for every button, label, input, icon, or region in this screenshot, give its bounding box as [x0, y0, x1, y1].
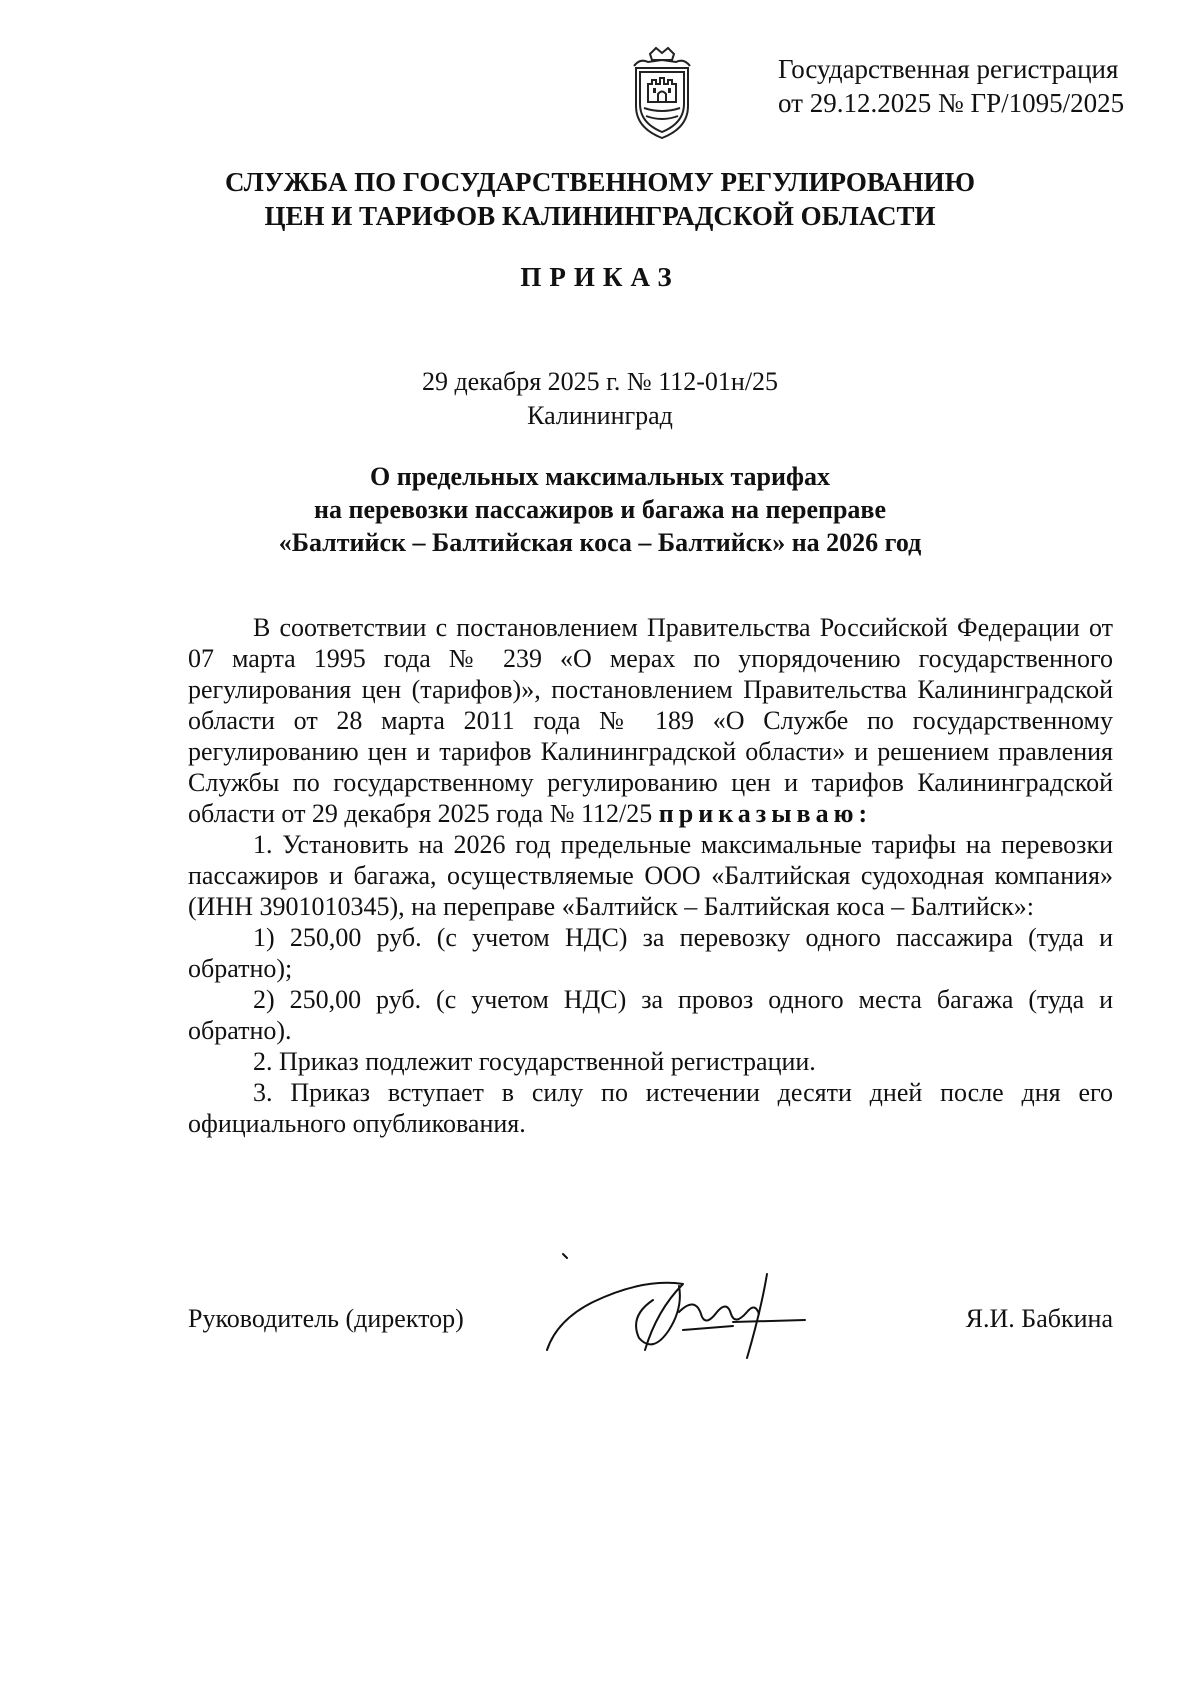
place-of-issue: Калининград — [527, 401, 673, 430]
item-2: 2. Приказ подлежит государственной регистрации. — [253, 1047, 816, 1076]
agency-name-line-2: ЦЕН И ТАРИФОВ КАЛИНИНГРАДСКОЙ ОБЛАСТИ — [264, 201, 936, 231]
item-1-subitem-2: 2) 250,00 руб. (с учетом НДС) за провоз одного места багажа (туда и обратно). — [188, 985, 1113, 1045]
document-title-line-1: О предельных максимальных тарифах — [370, 462, 830, 491]
registration-line-2: от 29.12.2025 № ГР/1095/2025 — [778, 88, 1125, 118]
document-body — [188, 612, 1113, 1139]
agency-name — [0, 165, 1200, 233]
registration-line-1: Государственная регистрация — [778, 54, 1119, 84]
signer-name: Я.И. Бабкина — [965, 1304, 1113, 1333]
document-date-number — [0, 365, 1200, 433]
item-1-subitem-1: 1) 250,00 руб. (с учетом НДС) за перевозку одного пассажира (туда и обратно); — [188, 923, 1113, 983]
item-1: 1. Установить на 2026 год предельные максимальные тарифы на перевозки пассажиров и багажа, осуществляемые ООО «Балтийская судоходная компания» (ИНН 3901010345), на переправе «Балтийск – Балтийская коса – Балтийск»: — [188, 830, 1113, 921]
date-and-number: 29 декабря 2025 г. № 112-01н/25 — [421, 367, 779, 396]
signer-position: Руководитель (директор) — [188, 1304, 464, 1333]
document-title-line-2: на перевозки пассажиров и багажа на переправе — [314, 495, 886, 524]
document-type-heading: ПРИКАЗ — [520, 262, 680, 292]
handwritten-signature — [533, 1250, 823, 1368]
agency-name-line-1: СЛУЖБА ПО ГОСУДАРСТВЕННОМУ РЕГУЛИРОВАНИЮ — [224, 167, 976, 197]
item-3: 3. Приказ вступает в силу по истечении десяти дней после дня его официального опубликования. — [188, 1078, 1113, 1138]
document-title — [0, 460, 1200, 559]
preamble-text: В соответствии с постановлением Правительства Российской Федерации от 07 марта 1995 года № 239 «О мерах по упорядочению государственного регулирования цен (тарифов)», постановлением Правительства Калининградской области от 28 марта 2011 года № 189 «О Службе по государственному регулированию цен и тарифов Калининградской области» и решением правления Службы по государственному регулированию цен и тарифов Калининградской области от 29 декабря 2025 года № 112/25 — [188, 613, 1113, 828]
order-word: приказываю: — [658, 799, 873, 828]
state-registration-block — [778, 52, 1148, 120]
coat-of-arms-emblem — [622, 44, 702, 144]
preamble-paragraph — [188, 612, 1113, 829]
document-title-line-3: «Балтийск – Балтийская коса – Балтийск» на 2026 год — [278, 528, 922, 557]
signature-block — [188, 1250, 1113, 1370]
